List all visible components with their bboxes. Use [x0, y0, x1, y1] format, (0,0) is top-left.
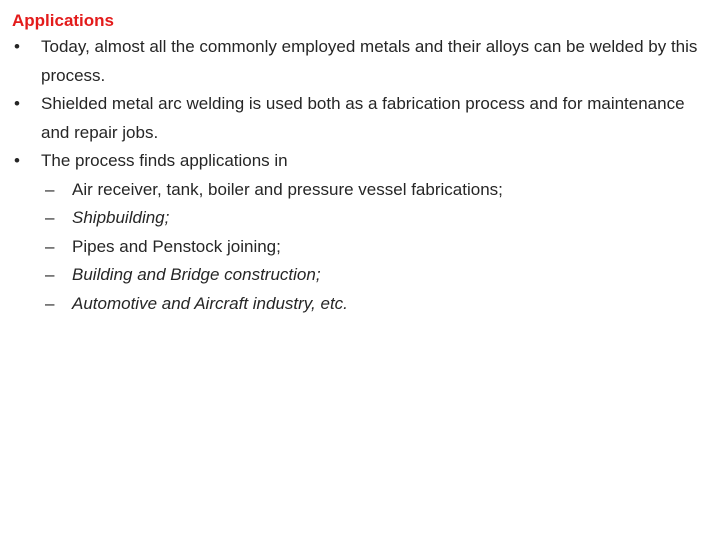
sub-item	[41, 233, 712, 262]
bullet-item	[12, 33, 712, 90]
bullet-item	[12, 147, 712, 318]
sub-item-text: Building and Bridge construction;	[72, 265, 321, 284]
slide-title: Applications	[12, 11, 115, 30]
bullet-item	[12, 90, 712, 147]
bullet-dot-icon: •	[14, 94, 20, 113]
sub-item-list	[41, 176, 712, 319]
bullet-text: The process finds applications in	[41, 151, 288, 170]
bullet-dot-icon: •	[14, 151, 20, 170]
sub-item	[41, 261, 712, 290]
dash-icon: –	[45, 236, 55, 256]
sub-item	[41, 290, 712, 319]
sub-item	[41, 176, 712, 205]
dash-icon: –	[45, 208, 55, 227]
dash-icon: –	[45, 179, 55, 199]
sub-item-text: Shipbuilding;	[72, 208, 170, 227]
sub-item	[41, 204, 712, 233]
sub-item-text: Automotive and Aircraft industry, etc.	[72, 293, 348, 313]
slide-content	[12, 8, 712, 318]
sub-item-text: Air receiver, tank, boiler and pressure vessel fabrications;	[72, 179, 503, 199]
sub-item-text: Pipes and Penstock joining;	[72, 236, 281, 256]
bullet-dot-icon: •	[14, 37, 20, 56]
bullet-list	[12, 33, 712, 318]
bullet-text: Today, almost all the commonly employed metals and their alloys can be welded by this process.	[41, 37, 698, 85]
dash-icon: –	[45, 293, 55, 313]
dash-icon: –	[45, 265, 55, 284]
bullet-text: Shielded metal arc welding is used both as a fabrication process and for maintenance and repair jobs.	[41, 94, 685, 142]
